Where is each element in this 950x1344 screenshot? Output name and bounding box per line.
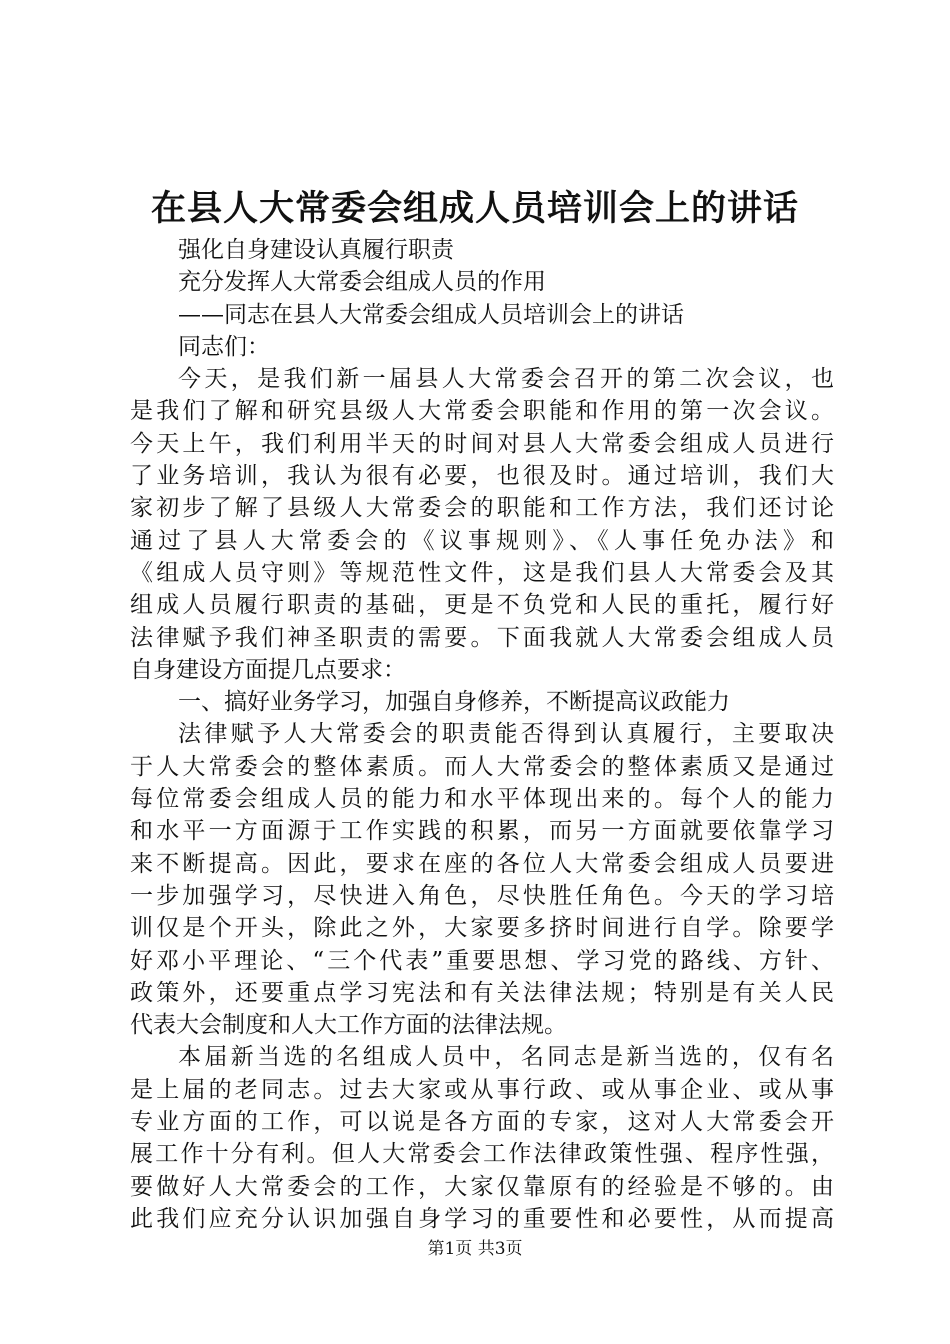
body-line: 一、搞好业务学习，加强自身修养，不断提高议政能力 [178,689,730,716]
body-line: ——同志在县人大常委会组成人员培训会上的讲话 [178,301,684,328]
body-line: 是上届的老同志。过去大家或从事行政、或从事企业、或从事 [130,1076,834,1103]
body-line: 和水平一方面源于工作实践的积累，而另一方面就要依靠学习 [130,818,834,845]
body-line: 通过了县人大常委会的《议事规则》、《人事任免办法》和 [130,527,834,554]
body-line: 今天上午，我们利用半天的时间对县人大常委会组成人员进行 [130,430,834,457]
body-line: 此我们应充分认识加强自身学习的重要性和必要性，从而提高 [130,1205,834,1232]
body-line: 法律赋予我们神圣职责的需要。下面我就人大常委会组成人员 [130,624,834,651]
body-line: 每位常委会组成人员的能力和水平体现出来的。每个人的能力 [130,786,834,813]
body-line: 展工作十分有利。但人大常委会工作法律政策性强、程序性强， [130,1141,834,1168]
body-line: 要做好人大常委会的工作，大家仅靠原有的经验是不够的。由 [130,1173,834,1200]
body-line: 专业方面的工作，可以说是各方面的专家，这对人大常委会开 [130,1109,834,1136]
body-line: 今天，是我们新一届县人大常委会召开的第二次会议，也 [178,366,834,393]
body-line: 来不断提高。因此，要求在座的各位人大常委会组成人员要进 [130,850,834,877]
page-number: 第1页 共3页 [427,1239,523,1259]
body-line: 政策外，还要重点学习宪法和有关法律法规；特别是有关人民 [130,979,834,1006]
body-line: 了业务培训，我认为很有必要，也很及时。通过培训，我们大 [130,463,834,490]
body-line: 强化自身建设认真履行职责 [178,237,454,263]
body-line: 组成人员履行职责的基础，更是不负党和人民的重托，履行好 [130,592,834,619]
body-line: 充分发挥人大常委会组成人员的作用 [178,269,546,296]
body-line: 同志们： [178,333,270,360]
body-line: 本届新当选的名组成人员中，名同志是新当选的，仅有名 [178,1044,834,1071]
body-line: 是我们了解和研究县级人大常委会职能和作用的第一次会议。 [130,398,834,425]
body-line: 训仅是个开头，除此之外，大家要多挤时间进行自学。除要学 [130,915,834,942]
body-line: 家初步了解了县级人大常委会的职能和工作方法，我们还讨论 [130,495,834,522]
body-line: 代表大会制度和人大工作方面的法律法规。 [130,1012,567,1039]
body-line: 法律赋予人大常委会的职责能否得到认真履行，主要取决 [178,721,834,748]
document-body [130,234,834,1235]
body-line: 一步加强学习，尽快进入角色，尽快胜任角色。今天的学习培 [130,882,834,909]
body-line: 自身建设方面提几点要求： [130,656,406,683]
body-line: 好邓小平理论、“三个代表”重要思想、学习党的路线、方针、 [130,947,834,974]
body-line: 于人大常委会的整体素质。而人大常委会的整体素质又是通过 [130,753,834,780]
document-title: 在县人大常委会组成人员培训会上的讲话 [150,188,799,229]
body-line: 《组成人员守则》等规范性文件，这是我们县人大常委会及其 [130,559,834,586]
